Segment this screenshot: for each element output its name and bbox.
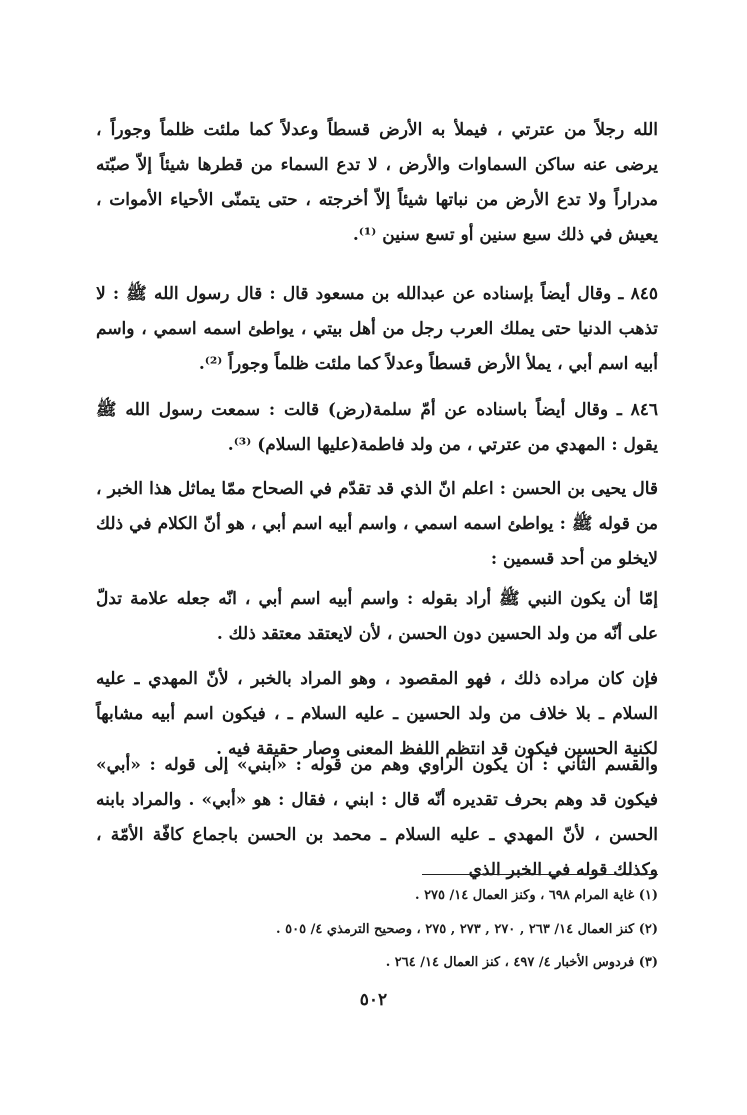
first-section-paragraph: إمّا أن يكون النبي ﷺ أراد بقوله : واسم أبيه اسم أبي ، انّه جعله علامة تدلّ على أنّه من ولد الحسين دون الحسن ، لأن لايعتقد معتقد ذلك . <box>96 589 658 644</box>
commentary-intro-paragraph: قال يحيى بن الحسن : اعلم انّ الذي قد تقدّم في الصحاح ممّا يماثل هذا الخبر ، من قوله ﷺ : يواطئ اسمه اسمي ، واسم أبيه اسم أبي ، هو أنّ الكلام في ذلك لايخلو من أحد قسمين : <box>96 479 658 569</box>
hadith-846-paragraph: ٨٤٦ ـ وقال أيضاً باسناده عن أمّ سلمة(رض) قالت : سمعت رسول الله ﷺ يقول : المهدي من عترتي ، من ولد فاطمة(عليها السلام) ⁽³⁾. <box>96 400 658 455</box>
first-section-conclusion-paragraph: فإن كان مراده ذلك ، فهو المقصود ، وهو المراد بالخبر ، لأنّ المهدي ـ عليه السلام ـ بلا خلاف من ولد الحسين ـ عليه السلام ـ ، فيكون اسم أبيه مشابهاً لكنية الحسين فيكون قد انتظم اللفظ المعنى وصار حقيقة فيه . <box>96 669 658 759</box>
page-number: ٥٠٢ <box>359 990 388 1010</box>
footnote-3: (٣) فردوس الأخبار ٤/ ٤٩٧ ، كنز العمال ١٤/ ٢٦٤ . <box>385 955 658 970</box>
hadith-continuation-paragraph: الله رجلاً من عترتي ، فيملأ به الأرض قسطاً وعدلاً كما ملئت ظلماً وجوراً ، يرضى عنه ساكن السماوات والأرض ، لا تدع السماء من قطرها شيئاً إلاّ صبّته مدراراً ولا تدع الأرض من نباتها شيئاً إلاّ أخرجته ، حتى يتمنّى الأحياء الأموات ، يعيش في ذلك سبع سنين أو تسع سنين ⁽¹⁾. <box>96 120 658 245</box>
second-section-paragraph: والقسم الثاني : أن يكون الراوي وهم من قوله : «ابني» إلى قوله : «أبي» فيكون قد وهم بحرف تقديره أنّه قال : ابني ، فقال : هو «أبي» . والمراد بابنه الحسن ، لأنّ المهدي ـ عليه السلام ـ محمد بن الحسن باجماع كافّة الأمّة ، وكذلك قوله في الخبر الذي <box>96 755 658 880</box>
hadith-845-paragraph: ٨٤٥ ـ وقال أيضاً بإسناده عن عبدالله بن مسعود قال : قال رسول الله ﷺ : لا تذهب الدنيا حتى يملك العرب رجل من أهل بيتي ، يواطئ اسمه اسمي ، واسم أبيه اسم أبي ، يملأ الأرض قسطاً وعدلاً كما ملئت ظلماً وجوراً ⁽²⁾. <box>96 284 658 374</box>
footnote-1: (١) غاية المرام ٦٩٨ ، وكنز العمال ١٤/ ٢٧٥ . <box>415 888 658 903</box>
footnote-divider <box>422 874 658 875</box>
footnote-2: (٢) كنز العمال ١٤/ ٢٦٣ , ٢٧٠ , ٢٧٣ , ٢٧٥ ، وصحيح الترمذي ٤/ ٥٠٥ . <box>276 922 658 937</box>
